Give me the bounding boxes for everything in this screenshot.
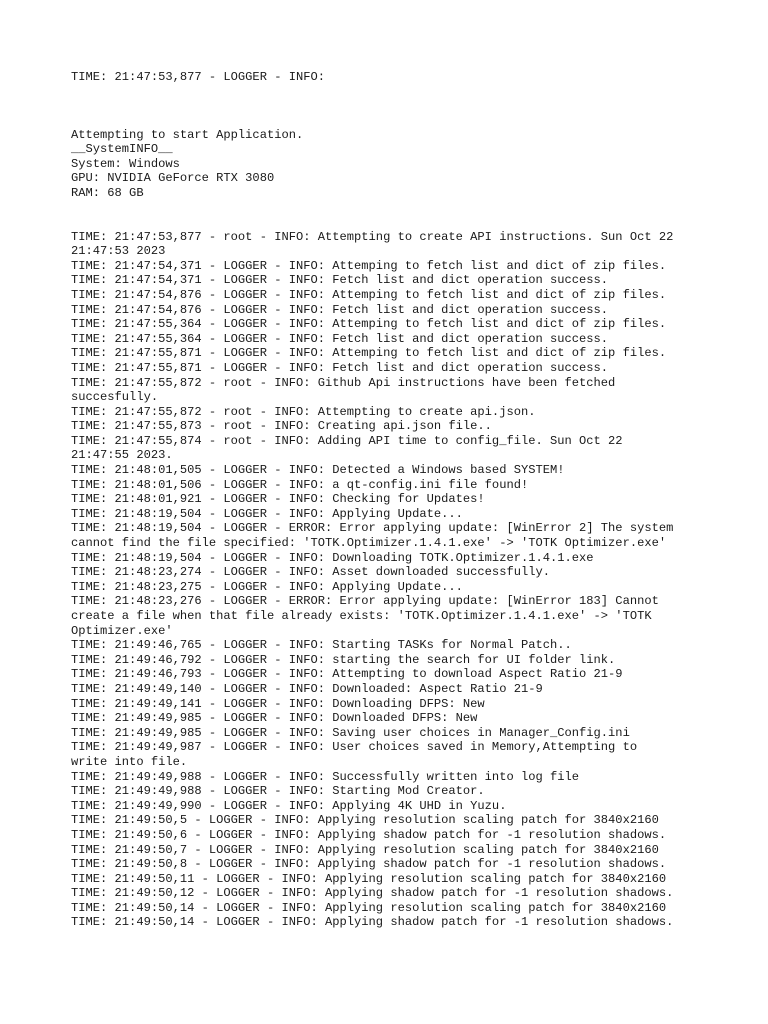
system-info-line: GPU: NVIDIA GeForce RTX 3080 bbox=[71, 171, 275, 186]
log-entry: TIME: 21:47:55,874 - root - INFO: Adding API time to config_file. Sun Oct 22 21:47:55 2023. bbox=[71, 433, 623, 463]
spacer bbox=[71, 85, 711, 128]
log-entry: TIME: 21:49:49,987 - LOGGER - INFO: User choices saved in Memory,Attempting to write into file. bbox=[71, 740, 638, 769]
log-entry: TIME: 21:49:50,11 - LOGGER - INFO: Applying resolution scaling patch for 3840x2160 bbox=[71, 871, 667, 886]
log-entry: TIME: 21:49:50,5 - LOGGER - INFO: Applying resolution scaling patch for 3840x2160 bbox=[71, 813, 659, 828]
log-entry: TIME: 21:49:49,985 - LOGGER - INFO: Downloaded DFPS: New bbox=[71, 711, 478, 726]
system-info-line: Attempting to start Application. bbox=[71, 127, 304, 142]
log-entry: TIME: 21:47:54,876 - LOGGER - INFO: Attemping to fetch list and dict of zip files. bbox=[71, 287, 667, 302]
log-entry: TIME: 21:49:50,6 - LOGGER - INFO: Applying shadow patch for -1 resolution shadows. bbox=[71, 827, 667, 842]
log-entry: TIME: 21:48:23,274 - LOGGER - INFO: Asset downloaded successfully. bbox=[71, 565, 550, 580]
spacer bbox=[71, 201, 711, 230]
log-entry: TIME: 21:48:01,505 - LOGGER - INFO: Detected a Windows based SYSTEM! bbox=[71, 463, 565, 478]
log-entry: TIME: 21:47:55,364 - LOGGER - INFO: Fetch list and dict operation success. bbox=[71, 331, 609, 346]
log-entry: TIME: 21:47:55,872 - root - INFO: Github Api instructions have been fetched succesfully. bbox=[71, 375, 616, 405]
log-entry: TIME: 21:49:50,14 - LOGGER - INFO: Applying shadow patch for -1 resolution shadows. bbox=[71, 915, 674, 930]
log-entry: TIME: 21:47:54,876 - LOGGER - INFO: Fetch list and dict operation success. bbox=[71, 302, 609, 317]
log-entry: TIME: 21:47:54,371 - LOGGER - INFO: Fetch list and dict operation success. bbox=[71, 273, 609, 288]
log-entry: TIME: 21:49:50,8 - LOGGER - INFO: Applying shadow patch for -1 resolution shadows. bbox=[71, 857, 667, 872]
log-entry: TIME: 21:48:19,504 - LOGGER - INFO: Downloading TOTK.Optimizer.1.4.1.exe bbox=[71, 550, 594, 565]
log-entry: TIME: 21:48:19,504 - LOGGER - ERROR: Error applying update: [WinError 2] The system cannot find the file specified: 'TOTK.Optimizer.1.4.1.exe' -> 'TOTK Optimizer.exe' bbox=[71, 521, 674, 551]
system-info-line: __SystemINFO__ bbox=[71, 142, 173, 157]
system-info-line: RAM: 68 GB bbox=[71, 185, 144, 200]
log-entry: TIME: 21:47:55,871 - LOGGER - INFO: Fetch list and dict operation success. bbox=[71, 360, 609, 375]
log-entry: TIME: 21:48:23,276 - LOGGER - ERROR: Error applying update: [WinError 183] Cannot create a file when that file already exists: 'TOTK.Optimizer.1.4.1.exe' -> 'TOTK Optimizer.exe' bbox=[71, 594, 659, 638]
log-entry: TIME: 21:48:19,504 - LOGGER - INFO: Applying Update... bbox=[71, 506, 463, 521]
log-entry: TIME: 21:48:01,921 - LOGGER - INFO: Checking for Updates! bbox=[71, 492, 485, 507]
log-header-line: TIME: 21:47:53,877 - LOGGER - INFO: bbox=[71, 70, 326, 84]
system-info-line: System: Windows bbox=[71, 156, 180, 171]
log-entry: TIME: 21:49:50,14 - LOGGER - INFO: Applying resolution scaling patch for 3840x2160 bbox=[71, 900, 667, 915]
log-entry: TIME: 21:49:46,792 - LOGGER - INFO: starting the search for UI folder link. bbox=[71, 652, 616, 667]
log-entry: TIME: 21:47:54,371 - LOGGER - INFO: Attemping to fetch list and dict of zip files. bbox=[71, 258, 667, 273]
log-entry: TIME: 21:47:55,364 - LOGGER - INFO: Attemping to fetch list and dict of zip files. bbox=[71, 317, 667, 332]
log-entry: TIME: 21:49:49,985 - LOGGER - INFO: Saving user choices in Manager_Config.ini bbox=[71, 725, 630, 740]
log-entry: TIME: 21:49:46,793 - LOGGER - INFO: Attempting to download Aspect Ratio 21-9 bbox=[71, 667, 623, 682]
log-entry: TIME: 21:49:49,140 - LOGGER - INFO: Downloaded: Aspect Ratio 21-9 bbox=[71, 681, 543, 696]
log-entry: TIME: 21:47:55,873 - root - INFO: Creating api.json file.. bbox=[71, 419, 492, 434]
log-entry: TIME: 21:47:53,877 - root - INFO: Attempting to create API instructions. Sun Oct 22 21:47:53 2023 bbox=[71, 229, 674, 259]
log-entry: TIME: 21:49:49,988 - LOGGER - INFO: Successfully written into log file bbox=[71, 769, 580, 784]
log-entry: TIME: 21:48:01,506 - LOGGER - INFO: a qt-config.ini file found! bbox=[71, 477, 529, 492]
log-entry: TIME: 21:49:50,12 - LOGGER - INFO: Applying shadow patch for -1 resolution shadows. bbox=[71, 886, 674, 901]
log-entry: TIME: 21:49:49,141 - LOGGER - INFO: Downloading DFPS: New bbox=[71, 696, 485, 711]
log-entry: TIME: 21:49:50,7 - LOGGER - INFO: Applying resolution scaling patch for 3840x2160 bbox=[71, 842, 659, 857]
log-entry: TIME: 21:47:55,871 - LOGGER - INFO: Attemping to fetch list and dict of zip files. bbox=[71, 346, 667, 361]
log-entry: TIME: 21:49:49,988 - LOGGER - INFO: Starting Mod Creator. bbox=[71, 784, 485, 799]
log-entry: TIME: 21:47:55,872 - root - INFO: Attempting to create api.json. bbox=[71, 404, 536, 419]
log-document bbox=[71, 70, 711, 930]
log-entry: TIME: 21:48:23,275 - LOGGER - INFO: Applying Update... bbox=[71, 579, 463, 594]
log-entries bbox=[71, 230, 711, 931]
log-entry: TIME: 21:49:46,765 - LOGGER - INFO: Starting TASKs for Normal Patch.. bbox=[71, 638, 572, 653]
log-entry: TIME: 21:49:49,990 - LOGGER - INFO: Applying 4K UHD in Yuzu. bbox=[71, 798, 507, 813]
system-info-block bbox=[71, 128, 711, 201]
